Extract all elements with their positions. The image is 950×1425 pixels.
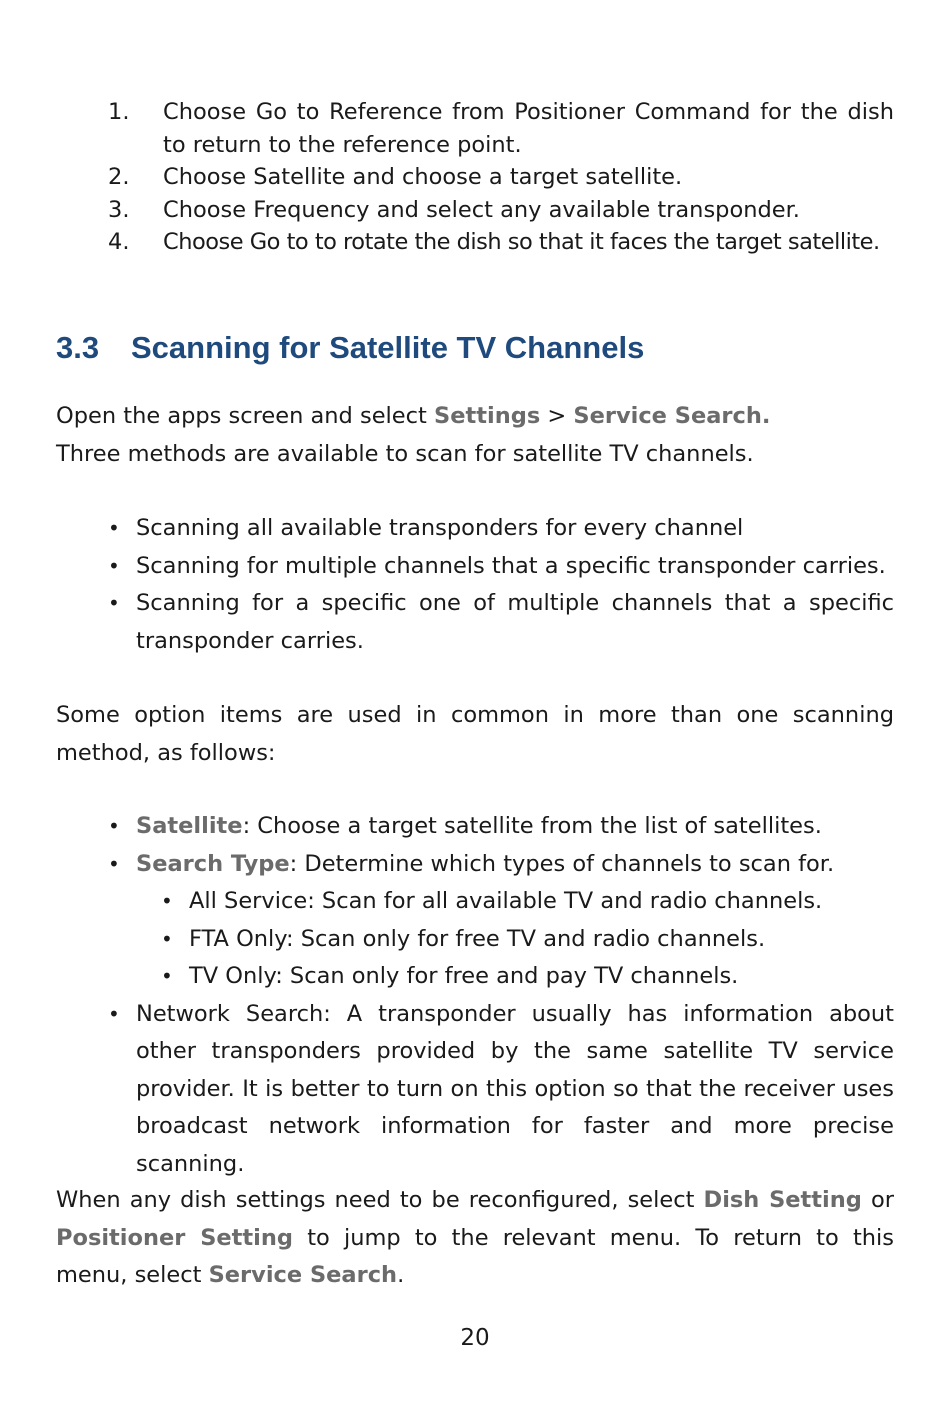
service-search-term: Service Search <box>208 1262 398 1288</box>
satellite-description: : Choose a target satellite from the list of satellites. <box>242 813 822 839</box>
intro-separator: > <box>540 403 574 429</box>
search-type-description: : Determine which types of channels to scan for. <box>289 850 835 877</box>
step-item <box>108 161 894 194</box>
dish-setting-term: Dish Setting <box>703 1187 862 1213</box>
list-item <box>108 996 894 1184</box>
list-item <box>161 958 894 996</box>
bullet-dot: • <box>108 1001 120 1026</box>
dish-text-4: . <box>397 1262 405 1288</box>
step-number: 4. <box>108 229 130 255</box>
common-options-paragraph: Some option items are used in common in more than one scanning method, as follows: <box>56 702 894 766</box>
search-type-item: TV Only: Scan only for free and pay TV channels. <box>189 963 739 989</box>
step-item <box>108 226 894 259</box>
bullet-dot: • <box>108 516 120 540</box>
step-number: 3. <box>108 196 130 223</box>
satellite-term: Satellite <box>136 813 243 839</box>
intro-prefix: Open the apps screen and select <box>56 403 434 429</box>
option-search-type <box>136 846 894 884</box>
search-type-sublist <box>161 883 894 996</box>
option-network-search: Network Search: A transponder usually has information about other transponders provided by the same satellite TV service provider. It is better to turn on this option so that the receiver uses broadcast network information for faster and more precise scanning. <box>136 1000 894 1177</box>
list-item <box>108 808 894 846</box>
step-item <box>108 96 894 161</box>
bullet-dot: • <box>161 964 173 988</box>
search-type-term: Search Type <box>136 850 290 877</box>
positioner-setting-term: Positioner Setting <box>56 1224 294 1251</box>
list-item <box>108 585 894 660</box>
search-type-item: FTA Only: Scan only for free TV and radio channels. <box>189 925 766 952</box>
intro-paragraph <box>56 398 894 473</box>
step-text: Choose Go to Reference from Positioner Command for the dish to return to the reference point. <box>163 99 894 158</box>
list-item <box>108 510 894 548</box>
settings-term: Settings <box>434 403 541 429</box>
section-number: 3.3 <box>56 330 100 365</box>
search-type-item: All Service: Scan for all available TV and radio channels. <box>189 888 823 914</box>
option-satellite <box>136 808 894 846</box>
bullet-dot: • <box>161 926 173 951</box>
step-number: 1. <box>108 99 130 125</box>
bullet-dot: • <box>108 814 120 838</box>
dish-settings-paragraph <box>56 1182 894 1295</box>
intro-line-2: Three methods are available to scan for satellite TV channels. <box>56 440 754 467</box>
section-title: Scanning for Satellite TV Channels <box>131 330 645 365</box>
service-search-term: Service Search. <box>573 403 771 429</box>
dish-text-3: to jump to the relevant menu. To return to this menu, select <box>56 1224 895 1288</box>
bullet-dot: • <box>161 889 173 913</box>
page-number: 20 <box>460 1325 490 1351</box>
step-text: Choose Satellite and choose a target satellite. <box>163 164 683 190</box>
bullet-dot: • <box>108 553 120 578</box>
option-list <box>108 808 894 1183</box>
method-text: Scanning for multiple channels that a specific transponder carries. <box>136 552 886 579</box>
dish-text-1: When any dish settings need to be reconfigured, select <box>56 1187 704 1213</box>
bullet-dot: • <box>108 591 120 615</box>
step-text: Choose Frequency and select any available transponder. <box>163 196 800 223</box>
section-heading <box>56 330 644 366</box>
method-list <box>108 510 894 660</box>
step-list <box>108 96 894 259</box>
step-item <box>108 194 894 227</box>
list-item <box>161 921 894 959</box>
method-text: Scanning for a specific one of multiple channels that a specific transponder carries. <box>136 590 894 654</box>
list-item <box>108 846 894 884</box>
step-text: Choose Go to to rotate the dish so that it faces the target satellite. <box>163 229 880 255</box>
dish-text-2: or <box>861 1187 895 1213</box>
step-number: 2. <box>108 164 130 190</box>
method-text: Scanning all available transponders for every channel <box>136 515 744 541</box>
intro-line-1 <box>56 398 894 436</box>
list-item <box>161 883 894 921</box>
bullet-dot: • <box>108 851 120 876</box>
list-item <box>108 548 894 586</box>
